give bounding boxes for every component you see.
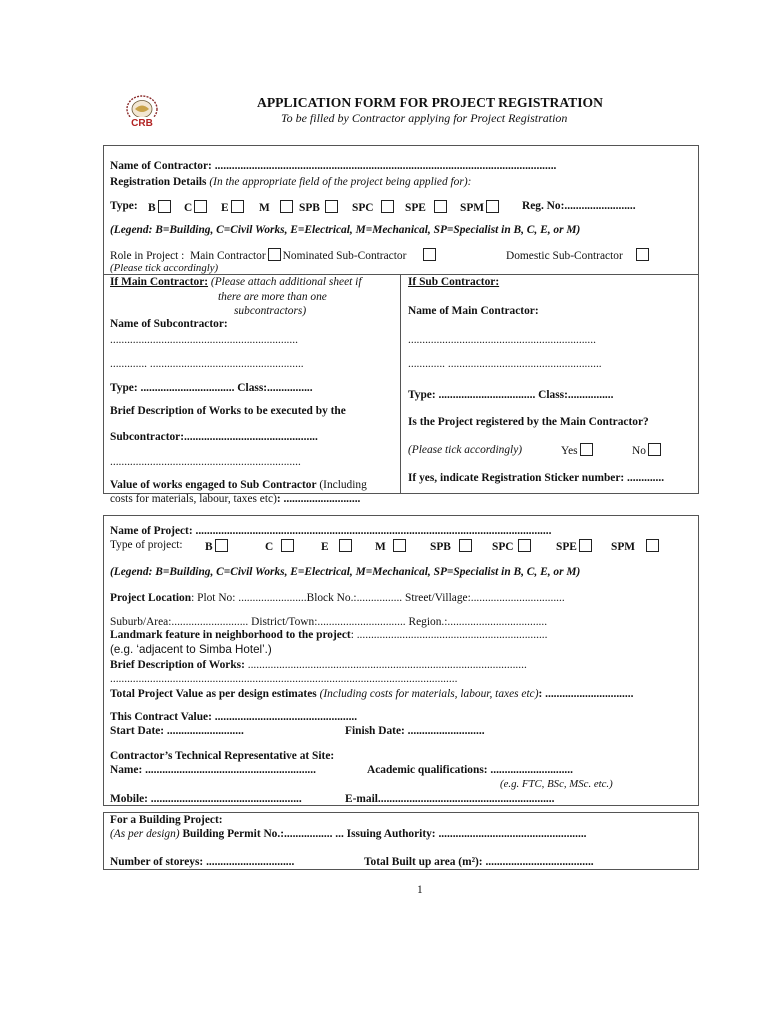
form-subtitle: To be filled by Contractor applying for Project Registration [281, 111, 568, 125]
mobile-field[interactable]: Mobile: ..................................................... [110, 793, 302, 805]
brief-desc-line-2[interactable]: Subcontractor:............................................... [110, 431, 318, 443]
checkbox-spc[interactable] [381, 200, 394, 213]
pcheckbox-spm[interactable] [646, 539, 659, 552]
ptype-spm: SPM [611, 539, 661, 553]
subcontractor-dots-2[interactable]: ............. ...................................................... [110, 358, 304, 370]
project-location-field[interactable]: Project Location: Plot No: ........................Block No.:................ Street/Village:................................. [110, 592, 565, 604]
ptype-e: E [321, 539, 354, 553]
logo-text: CRB [131, 118, 153, 129]
name-of-project-field[interactable]: Name of Project: ............................................................................................................................. [110, 525, 552, 537]
landmark-example: (e.g. ‘adjacent to Simba Hotel’.) [110, 643, 272, 656]
brief-desc-line-1: Brief Description of Works to be executed by the [110, 405, 346, 417]
pcheckbox-m[interactable] [393, 539, 406, 552]
form-title: APPLICATION FORM FOR PROJECT REGISTRATION [257, 95, 603, 110]
number-of-storeys-field[interactable]: Number of storeys: ............................... [110, 856, 295, 868]
crb-logo [117, 91, 167, 133]
column-divider [400, 274, 401, 494]
type-c: C [184, 200, 209, 214]
brief-description-dots[interactable]: .......................................................................................................................... [110, 673, 458, 685]
value-works-line-2[interactable]: costs for materials, labour, taxes etc): ........................... [110, 493, 361, 505]
type-spc: SPC [352, 200, 396, 214]
registered-question: Is the Project registered by the Main Contractor? [408, 416, 649, 428]
tech-rep-label: Contractor’s Technical Representative at Site: [110, 750, 335, 762]
main-contractor-dots-1[interactable]: .................................................................. [408, 334, 596, 346]
ptype-spc: SPC [492, 539, 533, 553]
pcheckbox-spb[interactable] [459, 539, 472, 552]
legend-1: (Legend: B=Building, C=Civil Works, E=Electrical, M=Mechanical, SP=Specialist in B, C, E, or M) [110, 224, 581, 236]
name-of-subcontractor-label: Name of Subcontractor: [110, 318, 228, 330]
type-b: B [148, 200, 173, 214]
checkbox-main-contractor[interactable] [268, 248, 281, 261]
if-main-contractor: If Main Contractor: (Please attach additional sheet if [110, 276, 362, 288]
start-date-field[interactable]: Start Date: ........................... [110, 725, 244, 737]
checkbox-spm[interactable] [486, 200, 499, 213]
email-field[interactable]: E-mail.............................................................. [345, 793, 555, 805]
left-dots-3[interactable]: ................................................................... [110, 456, 301, 468]
tick-note-2: (Please tick accordingly) [408, 444, 523, 456]
pcheckbox-spe[interactable] [579, 539, 592, 552]
role-in-project: Role in Project : Main Contractor Nominated Sub-Contractor [110, 248, 438, 262]
page-number: 1 [417, 884, 423, 896]
pcheckbox-e[interactable] [339, 539, 352, 552]
contract-value-field[interactable]: This Contract Value: .................................................. [110, 711, 358, 723]
for-building-project-label: For a Building Project: [110, 814, 223, 826]
rep-name-field[interactable]: Name: ............................................................ [110, 764, 316, 776]
type-spb: SPB [299, 200, 340, 214]
pcheckbox-c[interactable] [281, 539, 294, 552]
type-of-project: Type of project: [110, 539, 183, 551]
name-of-contractor-field[interactable]: Name of Contractor: ........................................................................................................................ [110, 160, 557, 172]
note-line-3: subcontractors) [234, 305, 307, 317]
reg-no-field[interactable]: Reg. No:......................... [522, 200, 636, 212]
checkbox-e[interactable] [231, 200, 244, 213]
checkbox-c[interactable] [194, 200, 207, 213]
suburb-field[interactable]: Suburb/Area:........................... District/Town:............................... Region.:................................... [110, 616, 548, 628]
type-spm: SPM [460, 200, 501, 214]
legend-2: (Legend: B=Building, C=Civil Works, E=Electrical, M=Mechanical, SP=Specialist in B, C, E, or M) [110, 566, 581, 578]
ptype-c: C [265, 539, 296, 553]
checkbox-no[interactable] [648, 443, 661, 456]
name-of-main-contractor-label: Name of Main Contractor: [408, 305, 539, 317]
pcheckbox-b[interactable] [215, 539, 228, 552]
total-project-value-field[interactable]: Total Project Value as per design estimates (Including costs for materials, labour, taxes etc): ............................... [110, 688, 634, 700]
checkbox-spe[interactable] [434, 200, 447, 213]
main-contractor-dots-2[interactable]: ............. ...................................................... [408, 358, 602, 370]
ptype-spe: SPE [556, 539, 594, 553]
no-option: No [632, 443, 663, 457]
ptype-spb: SPB [430, 539, 474, 553]
type-e: E [221, 200, 246, 214]
checkbox-m[interactable] [280, 200, 293, 213]
checkbox-b[interactable] [158, 200, 171, 213]
tick-note-1: (Please tick accordingly) [110, 262, 219, 274]
value-works-line-1: Value of works engaged to Sub Contractor (Including [110, 479, 367, 491]
sticker-number-field[interactable]: If yes, indicate Registration Sticker number: ............. [408, 472, 665, 484]
checkbox-domestic[interactable] [636, 248, 649, 261]
ptype-m: M [375, 539, 408, 553]
registration-details-label: Registration Details (In the appropriate field of the project being applied for): [110, 176, 472, 188]
if-sub-contractor: If Sub Contractor: [408, 276, 500, 288]
landmark-field[interactable]: Landmark feature in neighborhood to the project: ................................................................... [110, 629, 548, 641]
building-permit-field[interactable]: (As per design) Building Permit No.:................. ... Issuing Authority: .................................................... [110, 828, 587, 840]
left-type-class[interactable]: Type: ................................. Class:................ [110, 382, 313, 394]
academic-qualifications-field[interactable]: Academic qualifications: ............................. [367, 764, 573, 776]
pcheckbox-spc[interactable] [518, 539, 531, 552]
brief-description-field[interactable]: Brief Description of Works: .................................................................................................. [110, 659, 527, 671]
checkbox-nominated[interactable] [423, 248, 436, 261]
right-type-class[interactable]: Type: .................................. Class:................ [408, 389, 614, 401]
built-up-area-field[interactable]: Total Built up area (m²): ...................................... [364, 856, 594, 868]
type-m: M [259, 200, 295, 214]
type-spe: SPE [405, 200, 449, 214]
role-domestic: Domestic Sub-Contractor [506, 248, 651, 262]
ptype-b: B [205, 539, 230, 553]
academic-example: (e.g. FTC, BSc, MSc. etc.) [500, 778, 613, 790]
finish-date-field[interactable]: Finish Date: ........................... [345, 725, 485, 737]
checkbox-spb[interactable] [325, 200, 338, 213]
subcontractor-dots-1[interactable]: .................................................................. [110, 334, 298, 346]
yes-option: Yes [561, 443, 595, 457]
checkbox-yes[interactable] [580, 443, 593, 456]
note-line-2: there are more than one [218, 291, 327, 303]
type-label: Type: [110, 200, 138, 212]
